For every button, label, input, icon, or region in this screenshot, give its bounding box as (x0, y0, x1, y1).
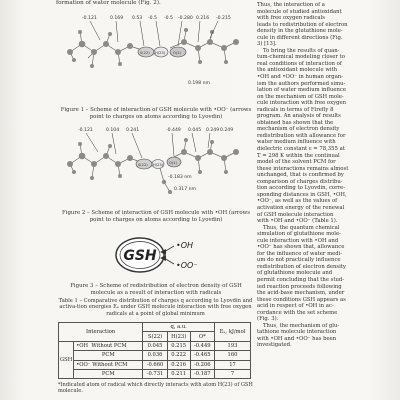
table-row (59, 360, 251, 369)
table-cell: 0.215 (167, 341, 190, 350)
table-cell: -0.731 (143, 369, 168, 378)
text-line: Thus, the mechanism of glu- (263, 322, 340, 329)
top-text: formation of water molecule (Fig. 2). (56, 0, 161, 6)
text-line: density in the glutathione mole- (257, 28, 343, 35)
fig2-label: 0.317 nm (174, 187, 196, 192)
fig1-label: O(1) (173, 51, 181, 55)
fig2-label: 0.241 (126, 128, 140, 133)
text-line: um do not practically influence (257, 257, 341, 264)
text-line: lation of water medium influence (257, 87, 347, 94)
table-header: q, a.u. (143, 323, 215, 332)
text-line: unchanged, that is confirmed by (257, 172, 344, 179)
table-row (59, 323, 251, 332)
text-line: cule in different directions (Fig. (257, 34, 343, 41)
text-line: tion according to Lyovdin, corre- (257, 185, 346, 192)
table-subheader: O* (190, 332, 215, 341)
table-cell: -0.449 (190, 341, 215, 350)
table-cell: PCM (74, 369, 143, 378)
text-line: activation energy of the renewal (257, 204, 345, 211)
table-cell: 0.036 (143, 351, 168, 360)
figure-1 (60, 12, 250, 92)
text-line: with •OH and •OO⁻ (Table 1). (257, 218, 338, 225)
text-line: dielectric constant ε = 78,355 at (257, 146, 345, 153)
text-line: program. An analysis of results (257, 113, 341, 120)
fig1-label: -0.5 (148, 16, 157, 21)
table-subheader: S(22) (143, 332, 168, 341)
text-line: cordance with the set scheme (257, 309, 338, 316)
text-line: on the mechanism of GSH mole- (257, 93, 344, 100)
table-footnote: *Indicated atom of radical which directly interacts with atom H(23) of GSH molecule. (58, 382, 253, 395)
right-column-text (257, 2, 395, 349)
fig2-label: -0.183 nm (168, 175, 192, 180)
table-caption: Table 1 – Comparative distribution of charges q according to Lyovdin and activa-tion energies Eₐ under GSH molecule interaction with free oxygen radicals at a point of global minimum (58, 298, 253, 317)
table-cell: 193 (215, 341, 251, 350)
text-line: Thus, the quantum chemical (263, 224, 340, 231)
fig2-label: H(23) (153, 163, 164, 167)
text-line: ied reaction proceeds following (257, 283, 342, 290)
fig2-label: -0.121 (78, 128, 93, 133)
text-line: with •OH and •OO⁻ has been (257, 335, 337, 342)
text-line: permit concluding that the stud- (257, 276, 345, 283)
fig1-label: -0.215 (216, 16, 231, 21)
figure-3 (110, 232, 210, 278)
fig2-label: 0.249 (206, 128, 220, 133)
table-header: Eₐ, kJ/mol (215, 323, 251, 342)
table-cell: 0.216 (167, 360, 190, 369)
text-line: of GSH molecule interaction (257, 211, 334, 218)
table-row (59, 341, 251, 350)
charges-table (58, 322, 251, 379)
fig1-label: 0.53 (132, 16, 143, 21)
text-line: these conditions GSH appears as (257, 296, 346, 303)
text-line: tum-chemical modeling closer to (257, 54, 345, 61)
text-line: 3) [13]. (257, 41, 277, 48)
fig2-label: O(1) (169, 161, 177, 165)
fig1-label: -0.5 (164, 16, 173, 21)
text-line: for the influence of water medi- (257, 250, 343, 257)
table-cell: GSH (59, 341, 74, 379)
figure-3-caption: Figure 3 – Scheme of redistribution of electron density of GSH molecule as a result of interaction with radicals (70, 283, 242, 296)
text-line: model of the solvent PCM for (257, 159, 336, 166)
text-line: cule interaction with free oxygen (257, 100, 347, 107)
fig2-label: 0.249 (220, 128, 234, 133)
table-header: Interaction (59, 323, 143, 342)
table-cell: -0.187 (190, 369, 215, 378)
table-cell: 0.211 (167, 369, 190, 378)
fig1-label: -0.280 (178, 16, 193, 21)
table-subheader: H(23) (167, 332, 190, 341)
fig1-label: 0.216 (196, 16, 210, 21)
figure-1-caption: Figure 1 – Scheme of interaction of GSH molecule with •OO⁻ (arrows point to charges on atoms according to Lyovdin) (60, 107, 252, 120)
table-cell: -0.465 (190, 351, 215, 360)
text-line: of glutathione molecule and (257, 270, 333, 277)
table-cell: -0.660 (143, 360, 168, 369)
fig2-label: S(22) (138, 163, 148, 167)
text-line: real conditions of interaction of (257, 60, 342, 67)
gsh-label: GSH (123, 248, 157, 264)
figure-2 (60, 124, 250, 204)
text-line: simulation of glutathione mole- (257, 231, 341, 238)
text-line: redistribution of electron density (257, 263, 346, 270)
text-line: comparison of charges distribu- (257, 178, 343, 185)
text-line: these interactions remains almost (257, 165, 349, 172)
text-line: acid in respect of •OH in ac- (257, 303, 334, 310)
fig2-label: -0.449 (166, 128, 181, 133)
text-line: mechanism of electron density (257, 126, 340, 133)
text-line: radicals in terms of Firefly 8 (257, 106, 334, 113)
table-cell: 17 (215, 360, 251, 369)
text-line: investigated. (257, 342, 292, 349)
fig2-label: 0.104 (106, 128, 120, 133)
figure-2-caption: Figure 2 – Scheme of interaction of GSH molecule with •OH (arrows point to charges on atoms according to Lyovdin) (61, 210, 250, 223)
text-line: leads to redistribution of electron (257, 21, 348, 28)
text-line: cule interaction with •OH and (257, 237, 339, 244)
table-row (59, 351, 251, 360)
fig1-label: -0.121 (82, 16, 97, 21)
text-line: (Fig. 3). (257, 316, 279, 323)
table-cell: 160 (215, 351, 251, 360)
oh-label: •OH (176, 241, 194, 250)
fig1-label: S(22) (140, 51, 150, 55)
text-line: ism the authors performed simu- (257, 80, 346, 87)
text-line: tathione molecule interaction (257, 329, 337, 336)
table-cell: 0.222 (167, 351, 190, 360)
table-row (59, 369, 251, 378)
text-line: molecule of studied antioxidant (257, 8, 342, 15)
text-line: obtained has shown that the (257, 119, 334, 126)
text-line: •OO⁻ has shown that, allowance (257, 244, 345, 251)
fig1-label: H(23) (155, 51, 166, 55)
text-line: sponding distances in GSH, •OH, (257, 191, 347, 198)
text-line: water medium influence with (257, 139, 336, 146)
table-cell: PCM (74, 351, 143, 360)
table-cell: •OH Without PCM (74, 341, 143, 350)
fig2-label: 0.045 (188, 128, 202, 133)
text-line: the antioxidant molecule with (257, 67, 338, 74)
text-line: •OH and •OO⁻ in human organ- (257, 74, 344, 81)
table-cell: 7 (215, 369, 251, 378)
oo-label: •OO⁻ (176, 261, 198, 270)
text-line: T = 298 K within the continual (257, 152, 340, 159)
text-line: To bring the results of quan- (263, 47, 340, 54)
text-line: with free oxygen radicals (257, 15, 325, 22)
fig1-label: 0.169 (110, 16, 124, 21)
fig1-label: 0.198 nm (188, 81, 210, 86)
text-line: Thus, the interaction of a (257, 2, 325, 8)
table-cell: 0.045 (143, 341, 168, 350)
text-line: redistribution with allowance for (257, 132, 346, 139)
table-cell: -0.206 (190, 360, 215, 369)
text-line: the acid-base mechanism, under (257, 290, 345, 297)
text-line: •OO⁻, as well as the values of (257, 198, 338, 205)
table-cell: •OO⁻ Without PCM (74, 360, 143, 369)
